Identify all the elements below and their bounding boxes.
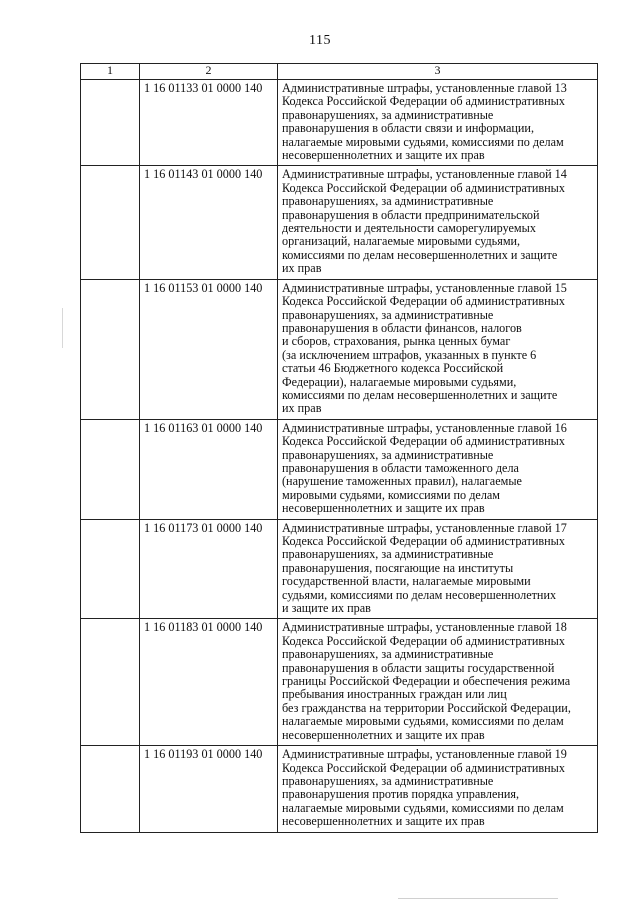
budget-code-cell: 1 16 01183 01 0000 140	[140, 619, 278, 746]
budget-code-cell: 1 16 01143 01 0000 140	[140, 166, 278, 279]
description-line: правонарушениях, за административные	[282, 307, 494, 322]
description-line: налагаемые мировыми судьями, комиссиями по делам	[282, 800, 564, 815]
scan-artifact-bottom	[398, 898, 558, 899]
revenue-description-cell	[278, 519, 598, 619]
row-col1-cell	[81, 80, 140, 166]
description-line: правонарушения в области предпринимательской	[282, 207, 540, 222]
description-line: Кодекса Российской Федерации об административных	[282, 180, 565, 195]
description-line: Кодекса Российской Федерации об административных	[282, 534, 565, 548]
page-number: 115	[309, 33, 331, 48]
description-line: несовершеннолетних и защите их прав	[282, 814, 485, 829]
table-row	[81, 519, 598, 619]
description-line: несовершеннолетних и защите их прав	[282, 148, 485, 163]
description-line: правонарушениях, за административные	[282, 194, 494, 209]
revenue-description-cell	[278, 80, 598, 166]
revenue-description-cell	[278, 279, 598, 419]
budget-code-cell: 1 16 01173 01 0000 140	[140, 519, 278, 619]
description-line: статьи 46 Бюджетного кодекса Российской	[282, 361, 504, 376]
description-line: Административные штрафы, установленные главой 16	[282, 420, 567, 435]
table-row	[81, 279, 598, 419]
description-line: Административные штрафы, установленные главой 15	[282, 280, 567, 295]
description-line: судьями, комиссиями по делам несовершеннолетних	[282, 587, 557, 602]
row-col1-cell	[81, 419, 140, 519]
description-line: правонарушениях, за административные	[282, 647, 494, 662]
description-line: налагаемые мировыми судьями, комиссиями по делам	[282, 714, 564, 729]
description-line: несовершеннолетних и защите их прав	[282, 501, 485, 516]
description-line: государственной власти, налагаемые мировыми	[282, 574, 531, 589]
description-line: Административные штрафы, установленные главой 14	[282, 167, 567, 182]
description-line: организаций, налагаемые мировыми судьями,	[282, 234, 521, 249]
description-line: деятельности и деятельности саморегулируемых	[282, 221, 536, 236]
description-line: Административные штрафы, установленные главой 19	[282, 747, 567, 762]
description-line: правонарушения, посягающие на институты	[282, 560, 514, 575]
column-header-3: 3	[278, 64, 598, 80]
description-line: правонарушения в области защиты государственной	[282, 660, 555, 675]
description-line: Кодекса Российской Федерации об административных	[282, 94, 565, 109]
description-line: несовершеннолетних и защите их прав	[282, 727, 485, 742]
description-line: Кодекса Российской Федерации об административных	[282, 633, 565, 648]
description-line: Административные штрафы, установленные главой 17	[282, 520, 567, 535]
description-line: комиссиями по делам несовершеннолетних и защите	[282, 247, 558, 262]
column-header-2: 2	[140, 64, 278, 80]
table-body	[81, 80, 598, 833]
description-line: Кодекса Российской Федерации об административных	[282, 760, 565, 775]
description-line: правонарушениях, за административные	[282, 773, 494, 788]
row-col1-cell	[81, 166, 140, 279]
description-line: правонарушения в области связи и информации,	[282, 121, 534, 136]
description-line: и защите их прав	[282, 601, 371, 616]
description-line: правонарушениях, за административные	[282, 447, 494, 462]
table-row	[81, 166, 598, 279]
table-row	[81, 419, 598, 519]
description-line: правонарушения в области финансов, налогов	[282, 320, 522, 335]
description-line: правонарушениях, за административные	[282, 547, 494, 562]
description-line: без гражданства на территории Российской Федерации,	[282, 700, 571, 715]
row-col1-cell	[81, 279, 140, 419]
table-row	[81, 80, 598, 166]
description-line: Кодекса Российской Федерации об административных	[282, 294, 565, 309]
row-col1-cell	[81, 519, 140, 619]
description-line: правонарушения в области таможенного дела	[282, 460, 519, 475]
budget-code-cell: 1 16 01153 01 0000 140	[140, 279, 278, 419]
description-line: правонарушениях, за административные	[282, 107, 494, 122]
description-line: пребывания иностранных граждан или лиц	[282, 687, 507, 702]
scan-artifact-left	[62, 308, 63, 348]
description-line: их прав	[282, 261, 322, 276]
column-header-1: 1	[81, 64, 140, 80]
budget-code-cell: 1 16 01133 01 0000 140	[140, 80, 278, 166]
budget-code-cell: 1 16 01193 01 0000 140	[140, 746, 278, 832]
description-line: (за исключением штрафов, указанных в пункте 6	[282, 347, 537, 362]
budget-classification-table	[80, 63, 598, 833]
description-line: комиссиями по делам несовершеннолетних и защите	[282, 387, 558, 402]
table-row	[81, 746, 598, 832]
revenue-description-cell	[278, 746, 598, 832]
description-line: Административные штрафы, установленные главой 18	[282, 620, 567, 635]
description-line: Кодекса Российской Федерации об административных	[282, 434, 565, 449]
table-row	[81, 619, 598, 746]
description-line: их прав	[282, 401, 322, 416]
revenue-description-cell	[278, 166, 598, 279]
table-header-row	[81, 64, 598, 80]
description-line: Административные штрафы, установленные главой 13	[282, 81, 567, 95]
description-line: мировыми судьями, комиссиями по делам	[282, 487, 501, 502]
description-line: границы Российской Федерации и обеспечения режима	[282, 674, 571, 689]
description-line: (нарушение таможенных правил), налагаемые	[282, 474, 522, 489]
description-line: правонарушения против порядка управления,	[282, 787, 520, 802]
row-col1-cell	[81, 746, 140, 832]
description-line: Федерации), налагаемые мировыми судьями,	[282, 374, 517, 389]
budget-code-cell: 1 16 01163 01 0000 140	[140, 419, 278, 519]
revenue-description-cell	[278, 419, 598, 519]
revenue-description-cell	[278, 619, 598, 746]
description-line: и сборов, страхования, рынка ценных бумаг	[282, 334, 511, 349]
row-col1-cell	[81, 619, 140, 746]
description-line: налагаемые мировыми судьями, комиссиями по делам	[282, 134, 564, 149]
